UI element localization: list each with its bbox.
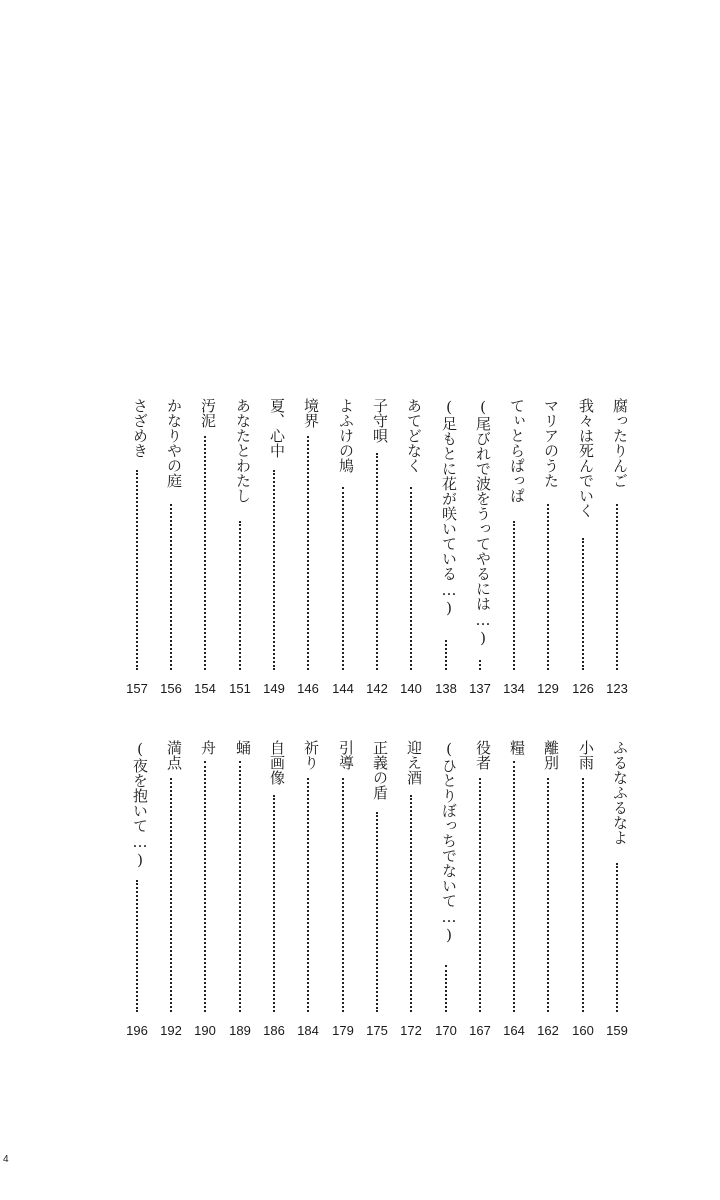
- dotted-leader: [136, 470, 138, 670]
- entry-page-number: 159: [606, 1023, 628, 1038]
- dotted-leader: [445, 965, 447, 1012]
- toc-entry: [229, 398, 251, 698]
- dotted-leader: [307, 778, 309, 1012]
- dotted-leader: [204, 436, 206, 670]
- entry-title: (足もとに花が咲いている…): [440, 398, 458, 617]
- entry-title: (尾びれで波をうってやるには…): [474, 398, 492, 647]
- toc-entry: [160, 740, 182, 1040]
- entry-page-number: 164: [503, 1023, 525, 1038]
- entry-page-number: 138: [435, 681, 457, 696]
- entry-title: さざめき: [131, 398, 149, 458]
- toc-entry: [606, 740, 628, 1040]
- dotted-leader: [479, 660, 481, 670]
- toc-entry: [400, 740, 422, 1040]
- toc-entry: [435, 740, 457, 1040]
- entry-page-number: 142: [366, 681, 388, 696]
- dotted-leader: [342, 778, 344, 1012]
- entry-title: 満点: [165, 740, 183, 770]
- toc-entry: [263, 398, 285, 698]
- dotted-leader: [445, 640, 447, 670]
- page-number: 4: [3, 1154, 9, 1165]
- entry-page-number: 154: [194, 681, 216, 696]
- entry-title: 役者: [474, 740, 492, 770]
- entry-title: 腐ったりんご: [611, 398, 629, 488]
- entry-page-number: 160: [572, 1023, 594, 1038]
- entry-page-number: 190: [194, 1023, 216, 1038]
- toc-entry: [503, 740, 525, 1040]
- entry-title: 境界: [302, 398, 320, 428]
- entry-title: 舟: [199, 740, 217, 755]
- toc-entry: [469, 398, 491, 698]
- entry-title: 我々は死んでいく: [577, 398, 595, 518]
- dotted-leader: [376, 453, 378, 670]
- entry-title: あてどなく: [405, 398, 423, 473]
- toc-entry: [160, 398, 182, 698]
- dotted-leader: [239, 521, 241, 670]
- dotted-leader: [170, 504, 172, 670]
- entry-page-number: 144: [332, 681, 354, 696]
- entry-page-number: 126: [572, 681, 594, 696]
- entry-page-number: 134: [503, 681, 525, 696]
- entry-title: 夏、心中: [268, 398, 286, 458]
- toc-entry: [297, 740, 319, 1040]
- toc-entry: [194, 740, 216, 1040]
- entry-page-number: 140: [400, 681, 422, 696]
- toc-entry: [126, 740, 148, 1040]
- toc-entry: [297, 398, 319, 698]
- entry-title: 子守唄: [371, 398, 389, 443]
- entry-title: 汚泥: [199, 398, 217, 428]
- dotted-leader: [307, 436, 309, 670]
- entry-title: (ひとりぼっちでないて…): [440, 740, 458, 944]
- entry-title: 正義の盾: [371, 740, 389, 800]
- entry-page-number: 167: [469, 1023, 491, 1038]
- toc-entry: [194, 398, 216, 698]
- dotted-leader: [136, 880, 138, 1012]
- dotted-leader: [547, 778, 549, 1012]
- toc-entry: [606, 398, 628, 698]
- dotted-leader: [513, 761, 515, 1012]
- toc-upper-block: [0, 398, 720, 708]
- entry-title: 離別: [542, 740, 560, 770]
- dotted-leader: [376, 812, 378, 1012]
- toc-entry: [126, 398, 148, 698]
- toc-entry: [503, 398, 525, 698]
- toc-entry: [572, 398, 594, 698]
- dotted-leader: [170, 778, 172, 1012]
- entry-page-number: 184: [297, 1023, 319, 1038]
- entry-page-number: 151: [229, 681, 251, 696]
- entry-page-number: 192: [160, 1023, 182, 1038]
- entry-page-number: 149: [263, 681, 285, 696]
- toc-entry: [469, 740, 491, 1040]
- dotted-leader: [273, 795, 275, 1012]
- entry-page-number: 175: [366, 1023, 388, 1038]
- dotted-leader: [239, 761, 241, 1012]
- entry-title: あなたとわたし: [234, 398, 252, 503]
- entry-title: マリアのうた: [542, 398, 560, 488]
- entry-page-number: 156: [160, 681, 182, 696]
- entry-page-number: 189: [229, 1023, 251, 1038]
- entry-page-number: 146: [297, 681, 319, 696]
- dotted-leader: [582, 538, 584, 670]
- dotted-leader: [410, 487, 412, 670]
- entry-page-number: 157: [126, 681, 148, 696]
- entry-title: 小雨: [577, 740, 595, 770]
- dotted-leader: [616, 504, 618, 670]
- entry-page-number: 123: [606, 681, 628, 696]
- toc-entry: [435, 398, 457, 698]
- dotted-leader: [582, 778, 584, 1012]
- entry-page-number: 170: [435, 1023, 457, 1038]
- dotted-leader: [479, 778, 481, 1012]
- entry-title: かなりやの庭: [165, 398, 183, 488]
- dotted-leader: [616, 863, 618, 1012]
- toc-entry: [366, 398, 388, 698]
- entry-title: てぃとらぱっぱ: [508, 398, 526, 503]
- toc-entry: [332, 398, 354, 698]
- toc-entry: [572, 740, 594, 1040]
- entry-title: 引導: [337, 740, 355, 770]
- entry-title: 迎え酒: [405, 740, 423, 785]
- entry-page-number: 186: [263, 1023, 285, 1038]
- dotted-leader: [204, 761, 206, 1012]
- entry-page-number: 196: [126, 1023, 148, 1038]
- dotted-leader: [547, 504, 549, 670]
- entry-title: (夜を抱いて…): [131, 740, 149, 869]
- entry-page-number: 172: [400, 1023, 422, 1038]
- entry-title: 糧: [508, 740, 526, 755]
- entry-title: ふるなふるなよ: [611, 740, 629, 845]
- dotted-leader: [513, 521, 515, 670]
- dotted-leader: [410, 795, 412, 1012]
- toc-lower-block: [0, 740, 720, 1040]
- dotted-leader: [273, 470, 275, 670]
- toc-entry: [537, 740, 559, 1040]
- dotted-leader: [342, 487, 344, 670]
- entry-title: よふけの鳩: [337, 398, 355, 473]
- entry-title: 祈り: [302, 740, 320, 770]
- toc-entry: [229, 740, 251, 1040]
- entry-page-number: 137: [469, 681, 491, 696]
- entry-page-number: 129: [537, 681, 559, 696]
- toc-entry: [263, 740, 285, 1040]
- entry-title: 蛹: [234, 740, 252, 755]
- toc-entry: [537, 398, 559, 698]
- toc-entry: [332, 740, 354, 1040]
- toc-entry: [366, 740, 388, 1040]
- entry-page-number: 179: [332, 1023, 354, 1038]
- entry-page-number: 162: [537, 1023, 559, 1038]
- entry-title: 自画像: [268, 740, 286, 785]
- toc-entry: [400, 398, 422, 698]
